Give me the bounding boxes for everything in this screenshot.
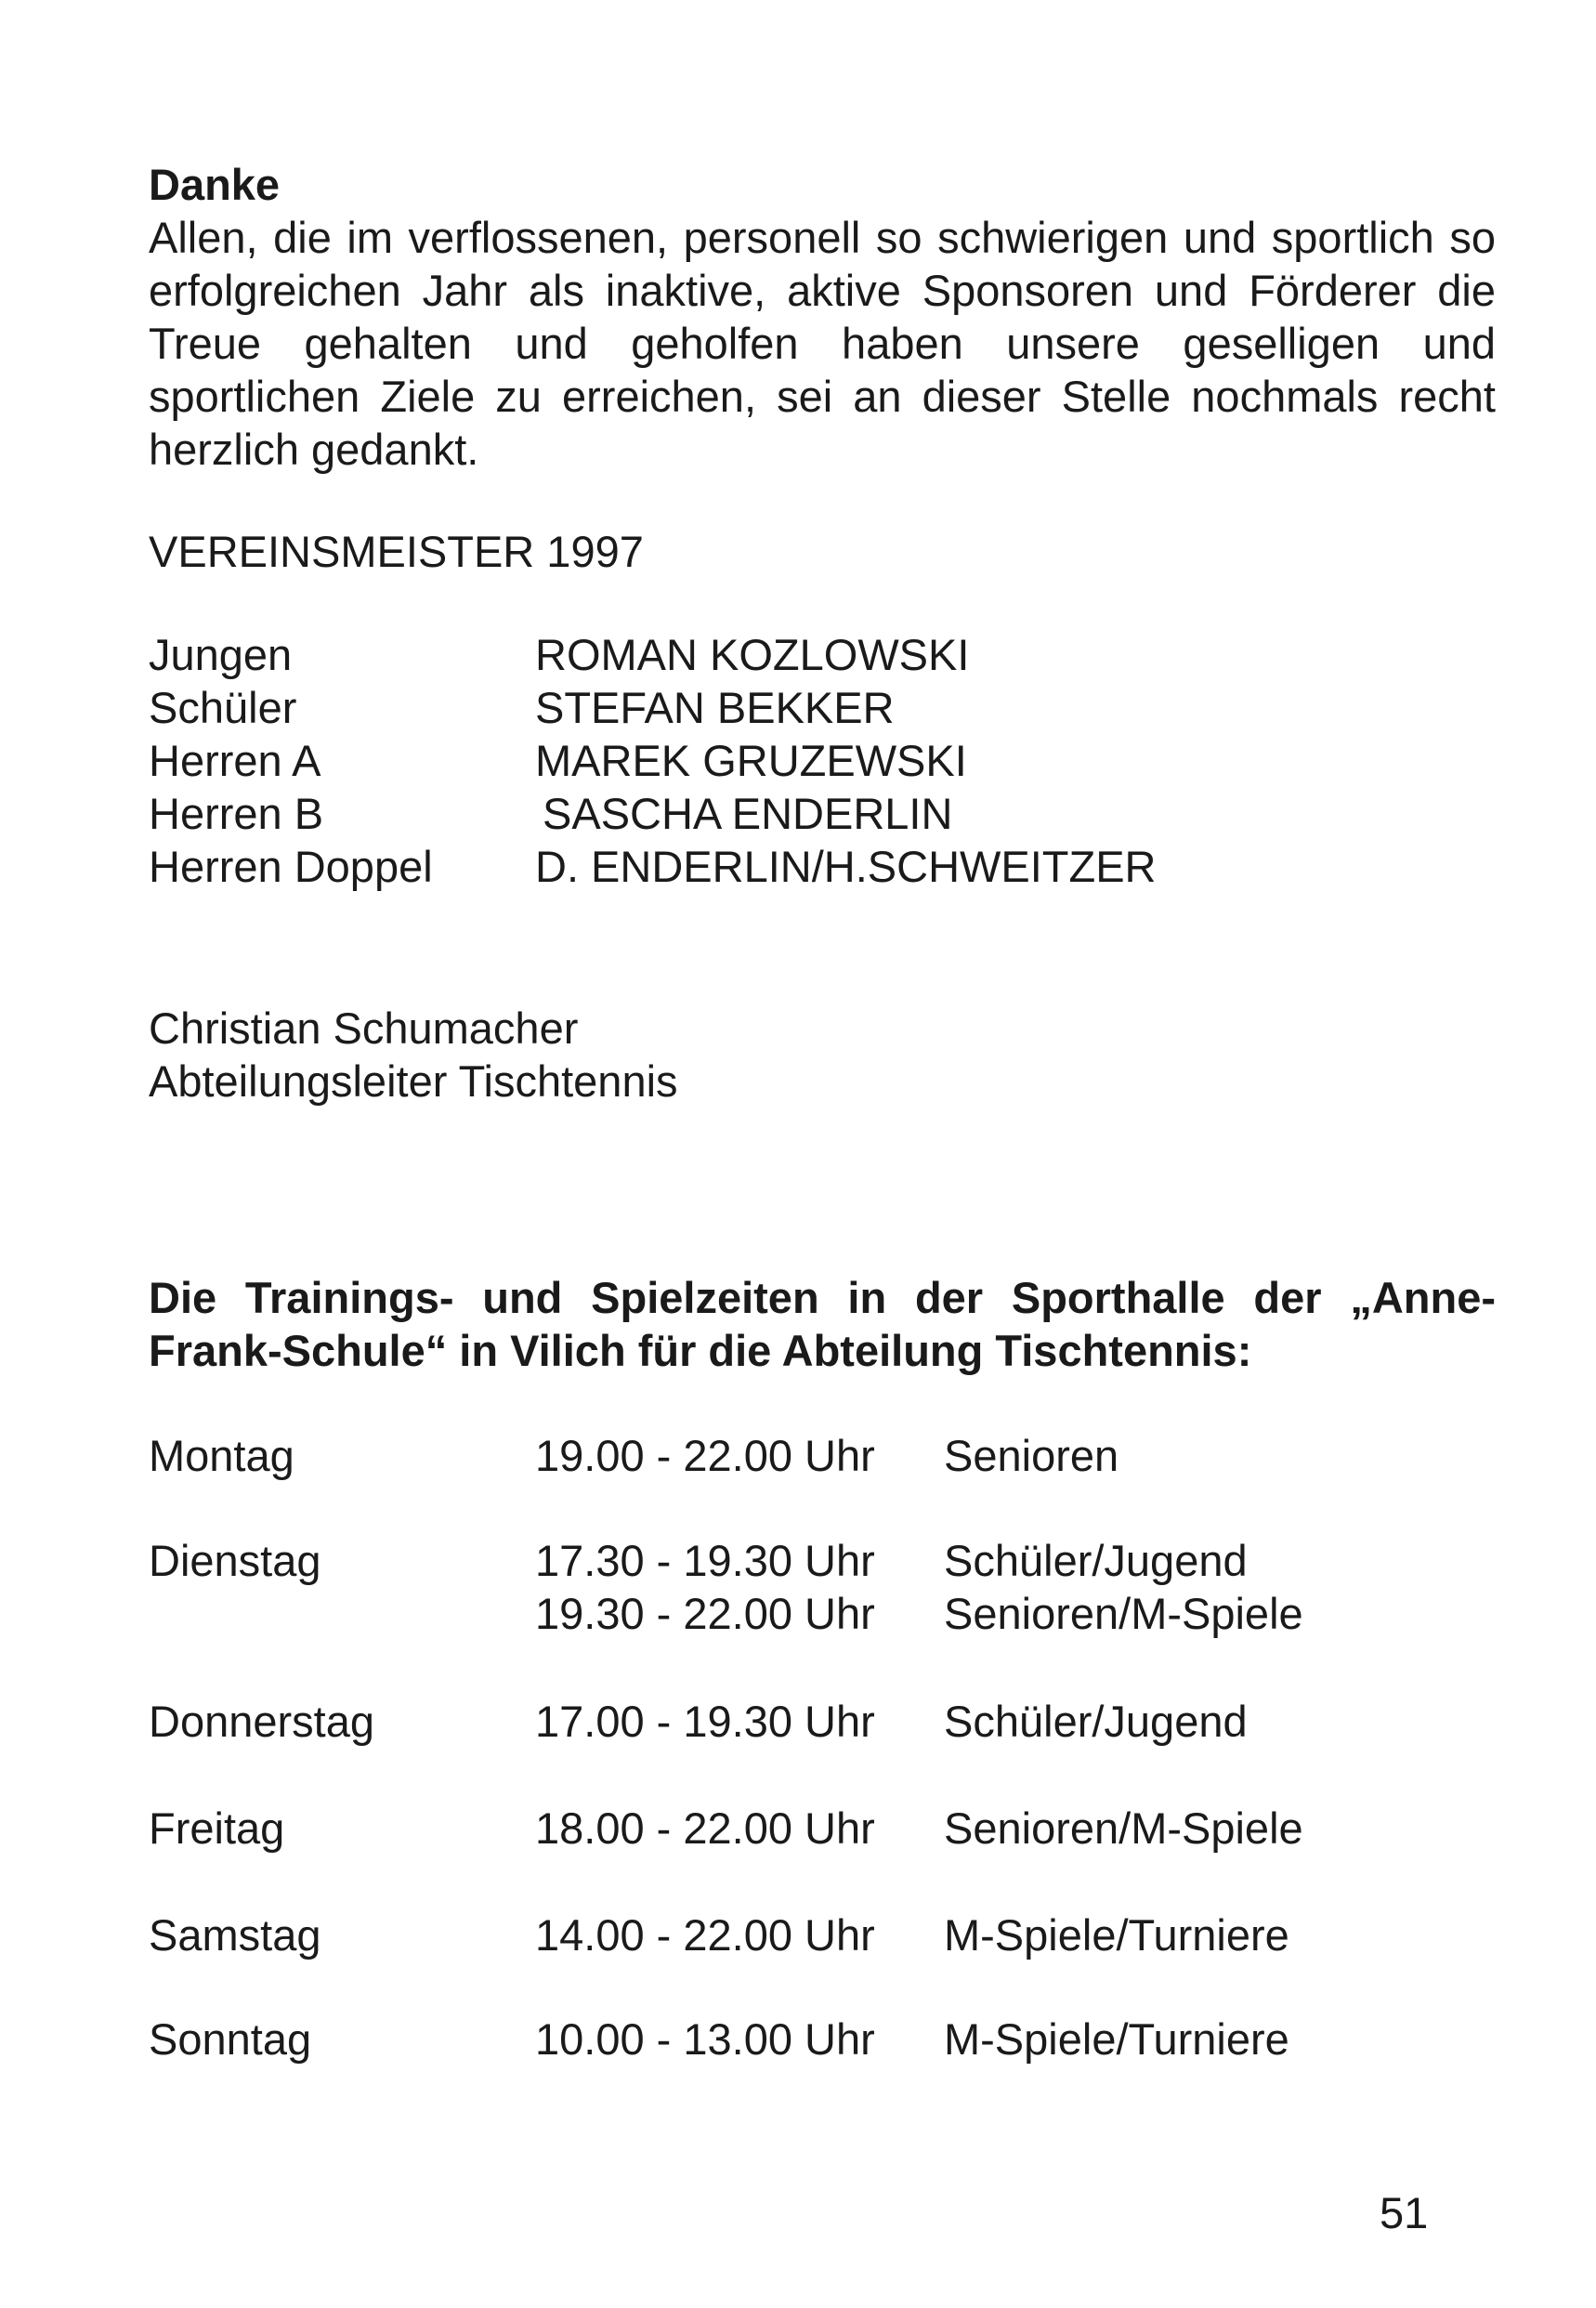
champion-name: SASCHA ENDERLIN: [543, 789, 953, 838]
champion-name: STEFAN BEKKER: [535, 683, 895, 732]
schedule-day-sonntag: [149, 2013, 1303, 2065]
training-heading: Die Trainings- und Spielzeiten in der Sporthalle der „Anne-Frank-Schule“ in Vilich für die Abteilung Tischtennis:: [149, 1273, 1496, 1375]
champion-row: [149, 787, 1157, 840]
champion-category: Herren B: [149, 789, 324, 838]
day-label: Dienstag: [149, 1536, 321, 1585]
champion-category: Schüler: [149, 683, 297, 732]
time-range: 19.30 - 22.00 Uhr: [535, 1589, 875, 1638]
group-label: Senioren/M-Spiele: [944, 1589, 1303, 1638]
champion-name: MAREK GRUZEWSKI: [535, 736, 967, 785]
schedule-day-freitag: [149, 1802, 1303, 1855]
group-label: M-Spiele/Turniere: [944, 2014, 1289, 2064]
champion-row: [149, 628, 1157, 681]
day-label: Sonntag: [149, 2014, 312, 2064]
champion-name: D. ENDERLIN/H.SCHWEITZER: [535, 842, 1157, 891]
champion-row: [149, 734, 1157, 787]
champion-category: Herren A: [149, 736, 321, 785]
danke-heading: Danke: [149, 160, 281, 209]
time-range: 17.30 - 19.30 Uhr: [535, 1536, 875, 1585]
page-number: 51: [1380, 2188, 1429, 2237]
champion-row: [149, 681, 1157, 734]
group-label: Senioren/M-Spiele: [944, 1803, 1303, 1853]
day-label: Samstag: [149, 1910, 321, 1960]
signature-name: Christian Schumacher: [149, 1003, 579, 1053]
group-label: M-Spiele/Turniere: [944, 1910, 1289, 1960]
vereinsmeister-title: VEREINSMEISTER 1997: [149, 527, 644, 576]
champions-list: [149, 628, 1157, 893]
time-range: 14.00 - 22.00 Uhr: [535, 1910, 875, 1960]
group-label: Senioren: [944, 1431, 1119, 1480]
schedule-day-dienstag: [149, 1534, 1303, 1640]
group-label: Schüler/Jugend: [944, 1697, 1248, 1746]
champion-category: Herren Doppel: [149, 842, 433, 891]
time-range: 10.00 - 13.00 Uhr: [535, 2014, 875, 2064]
day-label: Montag: [149, 1431, 294, 1480]
time-range: 19.00 - 22.00 Uhr: [535, 1431, 875, 1480]
champion-name: ROMAN KOZLOWSKI: [535, 630, 970, 679]
schedule-day-donnerstag: [149, 1695, 1303, 1748]
day-label: Freitag: [149, 1803, 285, 1853]
signature-role: Abteilungsleiter Tischtennis: [149, 1056, 678, 1106]
group-label: Schüler/Jugend: [944, 1536, 1248, 1585]
day-label: Donnerstag: [149, 1697, 374, 1746]
champion-category: Jungen: [149, 630, 293, 679]
danke-paragraph: Allen, die im verflossenen, personell so schwierigen und sportlich so erfolgreichen Jahr als inaktive, aktive Sponsoren und Förderer die Treue gehalten und geholfen haben unsere geselligen und sportlichen Ziele zu erreichen, sei an dieser Stelle nochmals recht herzlich gedankt.: [149, 213, 1496, 474]
training-schedule: [149, 1429, 1303, 2065]
champion-row: [149, 840, 1157, 893]
schedule-day-montag: [149, 1429, 1303, 1482]
time-range: 17.00 - 19.30 Uhr: [535, 1697, 875, 1746]
schedule-day-samstag: [149, 1908, 1303, 1961]
time-range: 18.00 - 22.00 Uhr: [535, 1803, 875, 1853]
